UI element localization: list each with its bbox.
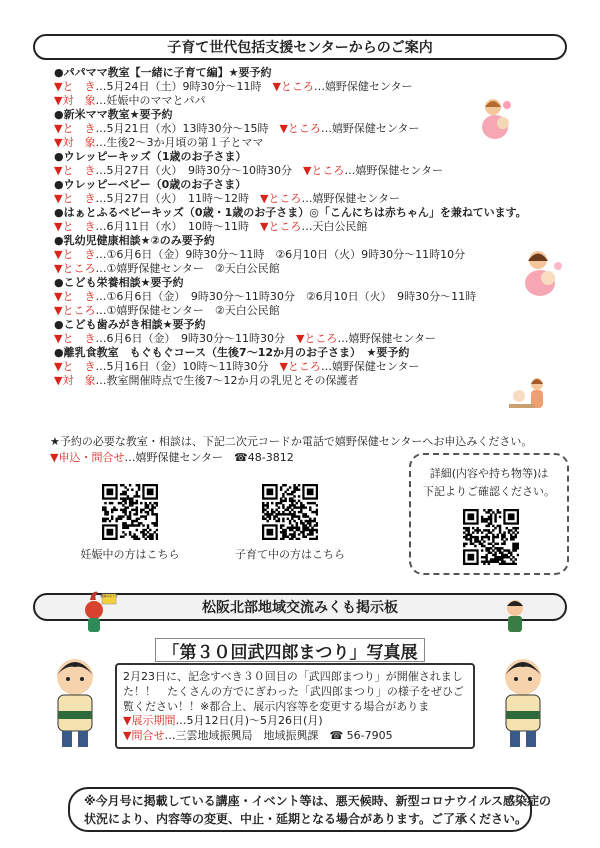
program-field-a: ▼対 象 — [54, 94, 96, 107]
program-title: ●ウレッピーキッズ（1歳のお子さま） — [54, 150, 247, 163]
detail-qr-box — [409, 453, 569, 575]
program-detail-row — [54, 248, 465, 262]
program-title: ●離乳食教室 もぐもぐコース（生後7～12か月のお子さま） ★要予約 — [54, 346, 410, 359]
baby-meal-illustration — [505, 376, 555, 416]
program-title: ●こども歯みがき相談★要予約 — [54, 318, 206, 331]
mother-baby-illustration-1 — [475, 95, 520, 140]
program-detail-row — [54, 220, 367, 234]
program-field-d: …嬉野保健センター — [301, 192, 400, 205]
program-field-a: ▼ところ — [54, 262, 96, 275]
event-body: 2月23日に、記念すべき３０回目の「武四郎まつり」が開催されました！！ たくさんの方でにぎわった「武四郎まつり」の様子をぜひご覧ください！！※都合上、展示内容等を変更する場合がありま — [123, 670, 464, 713]
contact-phone: ☎48-3812 — [234, 451, 294, 464]
program-field-b: …5月24日（土）9時30分～11時 — [95, 80, 273, 93]
program-title: ●はぁとふるベビーキッズ（0歳・1歳のお子さま）◎「こんにちは赤ちゃん」を兼ねています。 — [54, 206, 527, 219]
qr-code-pregnant[interactable] — [102, 484, 158, 540]
program-field-a: ▼と き — [54, 192, 96, 205]
program-field-b: …5月21日（水）13時30分～15時 — [95, 122, 280, 135]
program-field-d: …嬉野保健センター — [313, 80, 413, 93]
program-field-b: …6月11日（水） 10時～11時 — [95, 220, 260, 233]
mascot-flag-text: 地域のみくも — [100, 594, 119, 598]
program-title: ●パパママ教室【一緒に子育て編】★要予約 — [54, 66, 272, 79]
program-field-b: …生後2～3か月頃の第１子とママ — [95, 136, 264, 149]
program-detail-row — [54, 332, 436, 346]
program-title: ●こども栄養相談★要予約 — [54, 276, 184, 289]
program-field-b: …5月27日（火） 11時～12時 — [95, 192, 260, 205]
program-field-a: ▼ところ — [54, 304, 96, 317]
detail-text-2: 下記よりご確認ください。 — [423, 485, 555, 498]
program-detail-row — [54, 164, 443, 178]
community-banner-title: 松阪北部地域交流みくも掲示板 — [202, 600, 398, 616]
program-field-a: ▼対 象 — [54, 374, 96, 387]
program-field-b: …6月6日（金） 9時30分～11時30分 — [95, 332, 296, 345]
mascot-right — [488, 655, 558, 755]
program-detail-row — [54, 94, 205, 108]
qr-code-detail[interactable] — [463, 509, 519, 565]
qr-label-parenting: 子育て中の方はこちら — [235, 548, 345, 561]
program-field-b: …①6月6日（金） 9時30分～11時30分 ②6月10日（火） 9時30分～11時 — [95, 290, 477, 303]
program-detail-row — [54, 192, 400, 206]
program-field-b: …①嬉野保健センター ②天白公民館 — [95, 304, 280, 317]
section-title-box — [33, 34, 567, 60]
section-title: 子育て世代包括支援センターからのご案内 — [167, 40, 433, 56]
contact-line — [50, 451, 294, 465]
footer-notice — [68, 787, 551, 832]
program-detail-row — [54, 122, 420, 136]
program-title: ●乳幼児健康相談★②のみ要予約 — [54, 234, 215, 247]
program-detail-row — [54, 304, 280, 318]
program-field-a: ▼と き — [54, 290, 96, 303]
mother-baby-illustration-2 — [518, 248, 566, 298]
contact-text: …嬉野保健センター — [124, 451, 224, 464]
program-field-d: …嬉野保健センター — [344, 164, 443, 177]
mascot-left — [40, 655, 110, 755]
event-title-text: 「第３０回武四郎まつり」写真展 — [162, 642, 418, 663]
program-field-a: ▼と き — [54, 332, 96, 345]
inquiry-text: …三雲地域振興局 地域振興課 — [164, 729, 330, 742]
program-detail-row — [54, 80, 413, 94]
mascot-flag — [78, 590, 118, 638]
program-field-a: ▼と き — [54, 80, 96, 93]
program-field-c: ▼ところ — [259, 192, 302, 205]
program-title: ●新米ママ教室★要予約 — [54, 108, 173, 121]
qr-label-pregnant: 妊娠中の方はこちら — [80, 548, 180, 561]
program-field-a: ▼対 象 — [54, 136, 96, 149]
event-inquiry — [123, 728, 467, 743]
event-period — [123, 713, 467, 728]
program-field-a: ▼と き — [54, 360, 96, 373]
program-field-d: …嬉野保健センター — [320, 122, 420, 135]
inquiry-label: ▼問合せ — [123, 729, 165, 742]
program-field-d: …嬉野保健センター — [337, 332, 436, 345]
program-field-a: ▼と き — [54, 164, 96, 177]
reservation-note: ★予約の必要な教室・相談は、下記二次元コードか電話で嬉野保健センターへお申込みください。 — [50, 435, 533, 448]
contact-label: ▼申込・問合せ — [50, 451, 125, 464]
program-field-c: ▼ところ — [272, 80, 314, 93]
program-field-a: ▼と き — [54, 122, 96, 135]
program-field-b: …妊娠中のママとパパ — [95, 94, 206, 107]
qr-code-parenting[interactable] — [262, 484, 318, 540]
program-field-a: ▼と き — [54, 220, 96, 233]
period-label: ▼展示期間 — [123, 714, 176, 727]
program-title: ●ウレッピーベビー（0歳のお子さま） — [54, 178, 247, 191]
detail-text-1: 詳細(内容や持ち物等)は — [429, 467, 549, 480]
program-field-b: …5月16日（金）10時～11時30分 — [95, 360, 280, 373]
event-info-box — [115, 663, 475, 749]
footer-line-2: 状況により、内容等の変更、中止・延期となる場合があります。ご了承ください。 — [84, 812, 528, 826]
program-field-b: …①6月6日（金）9時30分～11時 ②6月10日（火）9時30分～11時10分 — [95, 248, 466, 261]
program-field-a: ▼と き — [54, 248, 96, 261]
program-field-c: ▼ところ — [259, 220, 302, 233]
event-title — [155, 638, 425, 662]
program-field-c: ▼ところ — [279, 360, 321, 373]
program-field-d: …天白公民館 — [301, 220, 368, 233]
program-field-b: …①嬉野保健センター ②天白公民館 — [95, 262, 280, 275]
program-field-b: …教室開催時点で生後7～12か月の乳児とその保護者 — [95, 374, 359, 387]
program-detail-row — [54, 136, 263, 150]
period-text: …5月12日(月)～5月26日(月) — [175, 714, 323, 727]
program-detail-row — [54, 290, 476, 304]
program-detail-row — [54, 360, 420, 374]
program-field-b: …5月27日（火） 9時30分～10時30分 — [95, 164, 303, 177]
program-field-c: ▼ところ — [279, 122, 321, 135]
mascot-small-right — [500, 598, 530, 636]
program-field-c: ▼ところ — [302, 164, 345, 177]
program-field-c: ▼ところ — [295, 332, 338, 345]
footer-line-1: ※今月号に掲載している講座・イベント等は、悪天候時、新型コロナウイルス感染症の — [84, 794, 551, 808]
inquiry-phone: ☎ 56-7905 — [329, 729, 393, 742]
program-detail-row — [54, 374, 358, 388]
program-field-d: …嬉野保健センター — [320, 360, 420, 373]
program-detail-row — [54, 262, 280, 276]
